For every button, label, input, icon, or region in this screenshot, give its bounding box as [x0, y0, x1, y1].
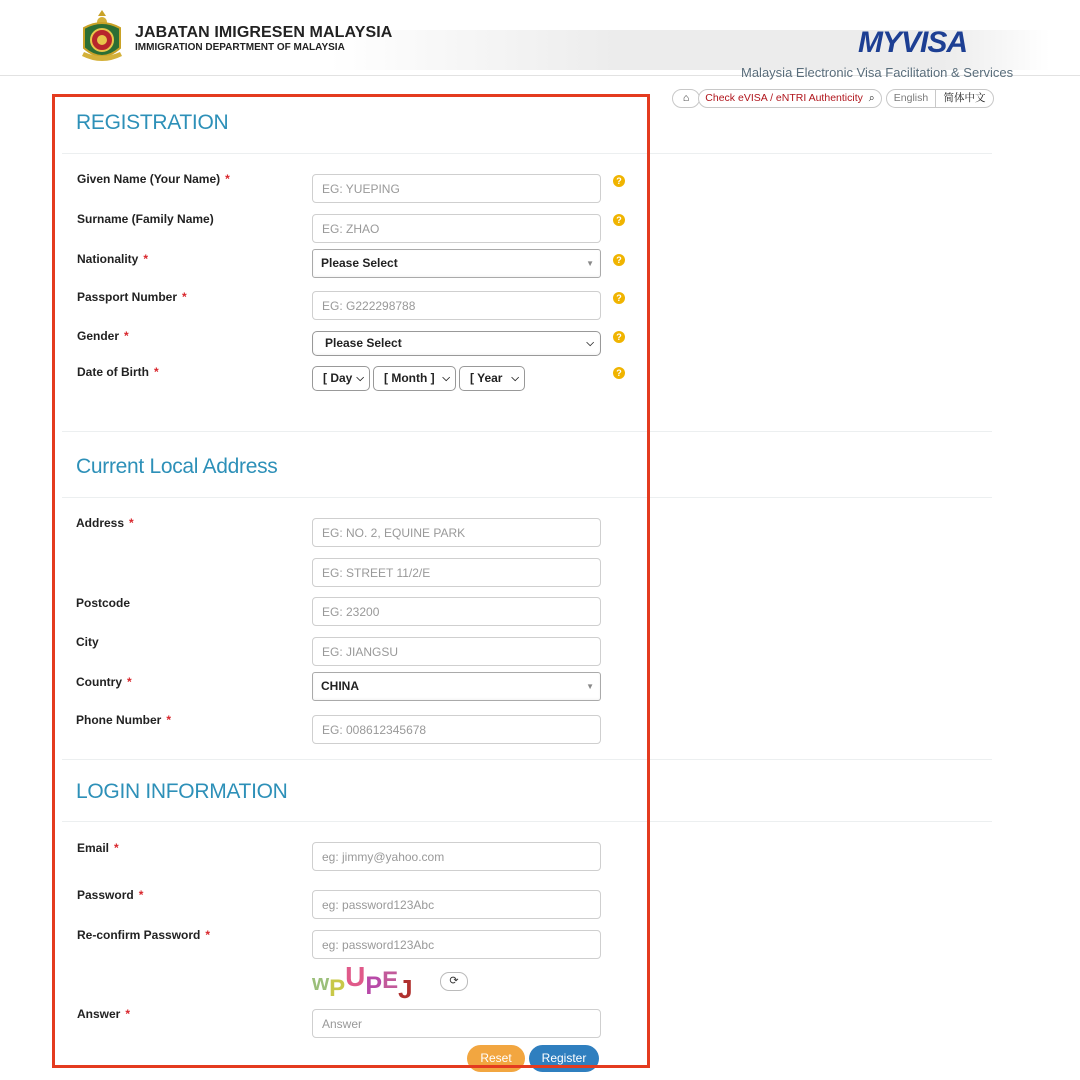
given-name-label-text: Given Name (Your Name) — [77, 172, 221, 186]
required-marker: * — [114, 841, 119, 855]
dob-label-text: Date of Birth — [77, 365, 149, 379]
myvisa-logo-text: MYVISA — [858, 26, 968, 59]
required-marker: * — [129, 516, 134, 530]
refresh-icon: ⟳ — [449, 975, 459, 987]
search-icon: ⌕ — [868, 92, 875, 104]
captcha-char: P — [365, 972, 383, 1000]
reconfirm-password-label-text: Re-confirm Password — [77, 928, 201, 942]
captcha-char: P — [329, 975, 346, 1002]
dob-day-value: [ Day — [323, 371, 353, 385]
check-authenticity-label: Check eVISA / eNTRI Authenticity — [705, 92, 863, 104]
required-marker: * — [124, 329, 129, 343]
gender-select-value: Please Select — [325, 336, 402, 350]
dropdown-arrow-icon: ▼ — [586, 682, 594, 691]
nationality-label-text: Nationality — [77, 252, 139, 266]
agency-name: JABATAN IMIGRESEN MALAYSIA — [135, 24, 393, 41]
dob-month-value: [ Month ] — [384, 371, 435, 385]
nationality-select-value: Please Select — [321, 256, 398, 270]
captcha-char: J — [398, 974, 413, 1004]
home-button[interactable] — [672, 89, 700, 108]
immigration-crest-logo[interactable] — [76, 8, 128, 66]
language-english-button[interactable]: English — [886, 89, 936, 108]
help-icon[interactable]: ? — [613, 331, 625, 343]
password-label-text: Password — [77, 888, 134, 902]
required-marker: * — [225, 172, 230, 186]
registration-title: REGISTRATION — [76, 111, 229, 134]
help-icon[interactable]: ? — [613, 175, 625, 187]
annotation-highlight-box — [52, 94, 650, 1068]
country-select-value: CHINA — [321, 679, 359, 693]
reset-button[interactable]: Reset — [467, 1045, 525, 1072]
help-icon[interactable]: ? — [613, 367, 625, 379]
home-icon: ⌂ — [682, 92, 690, 104]
gender-label-text: Gender — [77, 329, 120, 343]
country-label-text: Country — [76, 675, 122, 689]
required-marker: * — [154, 365, 159, 379]
myvisa-logo[interactable] — [858, 26, 967, 60]
dob-year-value: [ Year — [470, 371, 503, 385]
required-marker: * — [125, 1007, 131, 1021]
phone-label-text: Phone Number — [76, 713, 162, 727]
required-marker: * — [205, 928, 211, 942]
surname-label: Surname (Family Name) — [77, 212, 214, 226]
postcode-label: Postcode — [76, 596, 131, 610]
help-icon[interactable]: ? — [613, 254, 625, 266]
required-marker: * — [166, 713, 172, 727]
chevron-down-icon: ⌵ — [511, 373, 519, 384]
site-tagline: Malaysia Electronic Visa Facilitation & Services — [741, 65, 1014, 80]
required-marker: * — [143, 252, 149, 266]
help-icon[interactable]: ? — [613, 214, 625, 226]
captcha-char: U — [345, 961, 366, 992]
register-button[interactable]: Register — [529, 1045, 599, 1072]
help-icon[interactable]: ? — [613, 292, 625, 304]
required-marker: * — [127, 675, 132, 689]
language-chinese-button[interactable]: 简体中文 — [935, 89, 994, 108]
dropdown-arrow-icon: ▼ — [586, 259, 594, 268]
captcha-char: w — [312, 970, 330, 995]
passport-label-text: Passport Number — [77, 290, 178, 304]
address-label-text: Address — [76, 516, 125, 530]
required-marker: * — [182, 290, 187, 304]
chevron-down-icon: ⌵ — [442, 373, 450, 384]
address-section-title: Current Local Address — [76, 455, 278, 478]
captcha-char: E — [382, 967, 399, 994]
agency-subtitle: IMMIGRATION DEPARTMENT OF MALAYSIA — [135, 42, 345, 53]
chevron-down-icon: ⌵ — [356, 373, 364, 384]
answer-label-text: Answer — [77, 1007, 121, 1021]
login-section-title: LOGIN INFORMATION — [76, 780, 288, 803]
check-authenticity-link[interactable] — [698, 89, 882, 108]
chevron-down-icon: ⌵ — [586, 338, 594, 349]
required-marker: * — [138, 888, 144, 902]
email-label-text: Email — [77, 841, 110, 855]
city-label: City — [76, 635, 99, 649]
